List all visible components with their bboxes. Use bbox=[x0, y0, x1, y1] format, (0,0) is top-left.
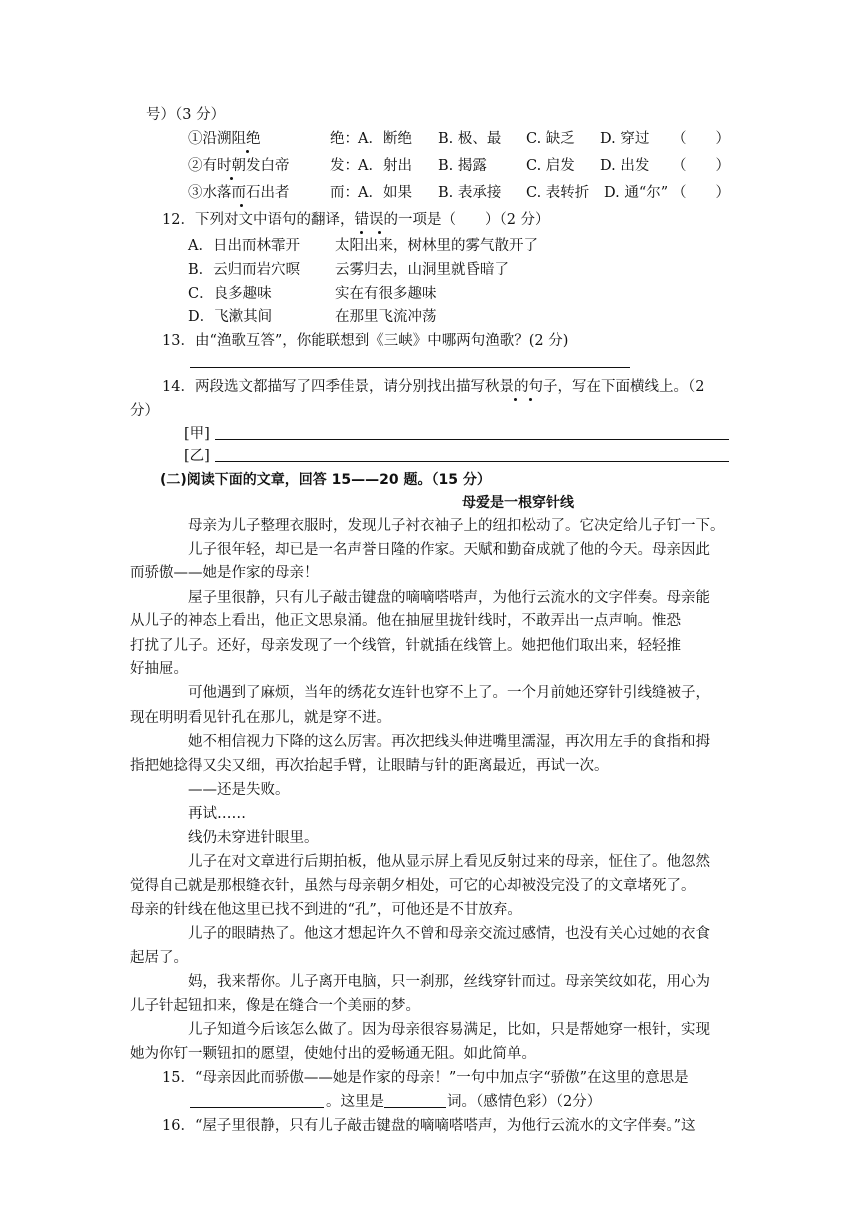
q11-item-key: 发： bbox=[330, 158, 359, 174]
article-line: 起居了。 bbox=[130, 950, 188, 966]
q15-stem-mid: 。这里是 bbox=[326, 1094, 384, 1110]
section-heading: (二)阅读下面的文章，回答 15——20 题。（15 分） bbox=[160, 472, 491, 488]
q14-answer-line-jia[interactable] bbox=[215, 439, 729, 440]
q14-stem: 14．两段选文都描写了四季佳景，请分别找出描写秋景的句子，写在下面横线上。（2 bbox=[162, 379, 705, 395]
q14-stem-cont: 分） bbox=[130, 403, 159, 419]
q11-item-key: 绝： bbox=[330, 131, 359, 147]
q11-item-key: 而： bbox=[330, 185, 359, 201]
q13-stem: 13．由“渔歌互答”，你能联想到《三峡》中哪两句渔歌？(2 分) bbox=[162, 333, 569, 349]
q12-option-d-translation: 在那里飞流冲荡 bbox=[335, 309, 437, 325]
article-line: 指把她捻得又尖又细，再次抬起手臂，让眼睛与针的距离最近，再试一次。 bbox=[130, 758, 609, 774]
q11-item-text: ③水落而石出者 bbox=[188, 185, 290, 201]
q11-option: D. 通“尔” bbox=[604, 185, 669, 201]
q11-item-text: ①沿溯阻绝 bbox=[188, 131, 261, 147]
q11-option: A．断绝 bbox=[358, 131, 412, 147]
q12-option-b-translation: 云雾归去，山洞里就昏暗了 bbox=[335, 262, 509, 278]
q12-stem: 12．下列对文中语句的翻译，错误的一项是（ ）（2 分） bbox=[162, 212, 550, 228]
q11-option: C. 启发 bbox=[526, 158, 575, 174]
article-line: 屋子里很静，只有儿子敲击键盘的嘀嘀嗒嗒声，为他行云流水的文字伴奏。母亲能 bbox=[188, 590, 710, 606]
q11-option: C. 表转折 bbox=[526, 185, 590, 201]
article-line: 而骄傲——她是作家的母亲！ bbox=[130, 565, 319, 581]
q11-option: D. 穿过 bbox=[600, 131, 650, 147]
q13-answer-line[interactable] bbox=[190, 367, 630, 368]
q15-stem: 15．“母亲因此而骄傲——她是作家的母亲！”一句中加点字“骄傲”在这里的意思是 bbox=[162, 1070, 689, 1086]
emphasis-dot bbox=[230, 177, 233, 180]
article-line: 线仍未穿进针眼里。 bbox=[188, 830, 319, 846]
q11-option: A．射出 bbox=[358, 158, 412, 174]
emphasis-dot bbox=[246, 150, 249, 153]
article-line: 妈，我来帮你。儿子离开电脑，只一刹那，丝线穿针而过。母亲笑纹如花，用心为 bbox=[188, 974, 710, 990]
emphasis-dot bbox=[514, 398, 517, 401]
emphasis-dot bbox=[529, 398, 532, 401]
article-line: 儿子知道今后该怎么做了。因为母亲很容易满足，比如，只是帮她穿一根针，实现 bbox=[188, 1022, 710, 1038]
emphasis-dot bbox=[378, 231, 381, 234]
article-line: 母亲为儿子整理衣服时，发现儿子衬衣袖子上的纽扣松动了。它决定给儿子钉一下。 bbox=[188, 518, 725, 534]
article-line: 儿子针起钮扣来，像是在缝合一个美丽的梦。 bbox=[130, 998, 420, 1014]
answer-bracket[interactable]: （ ） bbox=[672, 158, 730, 174]
q12-option-d: D．飞漱其间 bbox=[188, 309, 273, 325]
answer-bracket[interactable]: （ ） bbox=[672, 185, 730, 201]
article-line: 打扰了儿子。还好，母亲发现了一个线管，针就插在线管上。她把他们取出来，轻轻推 bbox=[130, 638, 681, 654]
article-line: 觉得自己就是那根缝衣针，虽然与母亲朝夕相处，可它的心却被没完没了的文章堵死了。 bbox=[130, 878, 696, 894]
q11-item-text: ②有时朝发白帝 bbox=[188, 158, 290, 174]
article-line: 可他遇到了麻烦，当年的绣花女连针也穿不上了。一个月前她还穿针引线缝被子， bbox=[188, 685, 710, 701]
q11-option: D. 出发 bbox=[600, 158, 650, 174]
q15-answer-line-meaning[interactable] bbox=[190, 1107, 324, 1108]
q15-stem-end: 词。（感情色彩）（2分） bbox=[447, 1094, 602, 1110]
q11-option: B. 揭露 bbox=[438, 158, 487, 174]
q11-continuation: 号）（3 分） bbox=[146, 107, 226, 123]
article-line: 再试…… bbox=[188, 806, 246, 822]
q14-label-yi: [乙] bbox=[184, 448, 210, 464]
article-line: ——还是失败。 bbox=[188, 782, 290, 798]
q12-option-b: B．云归而岩穴暝 bbox=[188, 262, 301, 278]
emphasis-dot bbox=[240, 204, 243, 207]
q15-answer-line-type[interactable] bbox=[384, 1107, 446, 1108]
q11-option: A．如果 bbox=[358, 185, 412, 201]
q11-option: B. 极、最 bbox=[438, 131, 502, 147]
q14-answer-line-yi[interactable] bbox=[215, 461, 729, 462]
q12-option-a-translation: 太阳出来，树林里的雾气散开了 bbox=[335, 238, 538, 254]
q11-option: B. 表承接 bbox=[438, 185, 502, 201]
article-line: 儿子很年轻，却已是一名声誉日隆的作家。天赋和勤奋成就了他的今天。母亲因此 bbox=[188, 542, 710, 558]
answer-bracket[interactable]: （ ） bbox=[672, 131, 730, 147]
emphasis-dot bbox=[360, 231, 363, 234]
article-line: 儿子的眼睛热了。他这才想起许久不曾和母亲交流过感情，也没有关心过她的衣食 bbox=[188, 926, 710, 942]
q11-option: C. 缺乏 bbox=[526, 131, 575, 147]
q12-option-c: C．良多趣味 bbox=[188, 286, 272, 302]
article-line: 从儿子的神态上看出，他正文思泉涌。他在抽屉里拢针线时，不敢弄出一点声响。惟恐 bbox=[130, 613, 681, 629]
q16-stem: 16．“屋子里很静，只有儿子敲击键盘的嘀嘀嗒嗒声，为他行云流水的文字伴奏。”这 bbox=[162, 1118, 696, 1134]
article-line: 好抽屉。 bbox=[130, 661, 188, 677]
q12-option-c-translation: 实在有很多趣味 bbox=[335, 286, 437, 302]
article-line: 现在明明看见针孔在那儿，就是穿不进。 bbox=[130, 710, 391, 726]
article-line: 儿子在对文章进行后期拍板，他从显示屏上看见反射过来的母亲，怔住了。他忽然 bbox=[188, 854, 710, 870]
article-line: 她不相信视力下降的这么厉害。再次把线头伸进嘴里濡湿，再次用左手的食指和拇 bbox=[188, 734, 710, 750]
article-line: 她为你钉一颗钮扣的愿望，使她付出的爱畅通无阻。如此简单。 bbox=[130, 1046, 536, 1062]
q14-label-jia: [甲] bbox=[184, 426, 210, 442]
article-line: 母亲的针线在他这里已找不到进的“孔”，可他还是不甘放弃。 bbox=[130, 902, 522, 918]
article-title: 母爱是一根穿针线 bbox=[462, 495, 574, 511]
q12-option-a: A．日出而林霏开 bbox=[188, 238, 300, 254]
